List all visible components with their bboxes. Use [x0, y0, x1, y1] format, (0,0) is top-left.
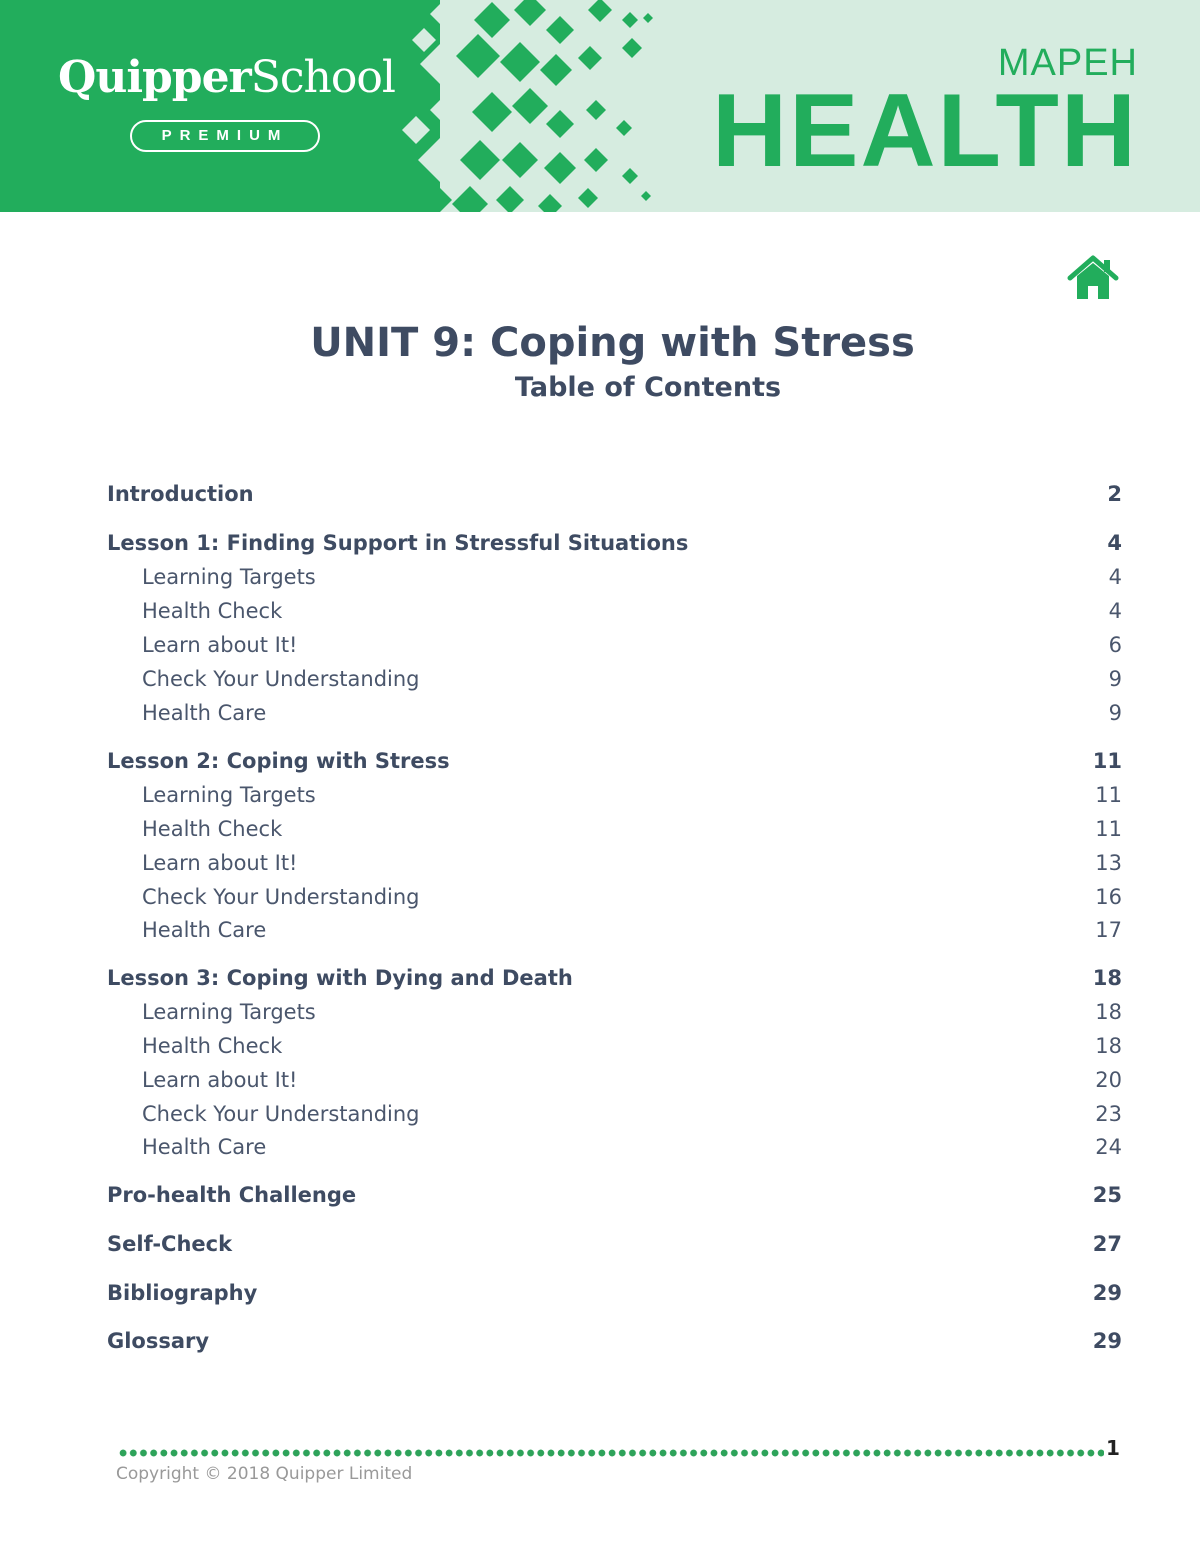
toc-entry-label: Learn about It! — [142, 633, 298, 657]
home-icon[interactable] — [1066, 254, 1120, 302]
toc-subsection-entry[interactable] — [107, 1135, 1122, 1165]
toc-entry-label: Lesson 3: Coping with Dying and Death — [107, 966, 573, 990]
dotted-divider — [118, 1449, 1104, 1457]
copyright-text: Copyright © 2018 Quipper Limited — [116, 1464, 413, 1484]
toc-subsection-entry[interactable] — [107, 701, 1122, 731]
toc-entry-page: 18 — [1095, 1034, 1122, 1058]
toc-subsection-entry[interactable] — [107, 565, 1122, 595]
toc-entry-label: Lesson 1: Finding Support in Stressful Situations — [107, 531, 689, 555]
toc-entry-page: 11 — [1092, 749, 1122, 773]
toc-entry-page: 17 — [1095, 918, 1122, 942]
toc-entry-page: 4 — [1107, 531, 1122, 555]
toc-subsection-entry[interactable] — [107, 1034, 1122, 1064]
toc-subsection-entry[interactable] — [107, 851, 1122, 881]
toc-entry-page: 18 — [1095, 1000, 1122, 1024]
toc-section-entry[interactable] — [107, 966, 1122, 996]
toc-entry-page: 27 — [1092, 1232, 1122, 1256]
toc-subsection-entry[interactable] — [107, 918, 1122, 948]
toc-entry-page: 11 — [1095, 817, 1122, 841]
toc-entry-page: 6 — [1108, 633, 1122, 657]
quipper-school-logo: QuipperSchool — [58, 52, 395, 103]
toc-entry-label: Learning Targets — [142, 783, 316, 807]
toc-entry-page: 9 — [1108, 667, 1122, 691]
toc-entry-label: Health Care — [142, 918, 267, 942]
toc-entry-label: Health Check — [142, 817, 283, 841]
toc-subsection-entry[interactable] — [107, 1000, 1122, 1030]
toc-entry-page: 29 — [1092, 1281, 1122, 1305]
toc-subsection-entry[interactable] — [107, 633, 1122, 663]
page-number: 1 — [1106, 1436, 1120, 1460]
toc-entry-label: Lesson 2: Coping with Stress — [107, 749, 450, 773]
premium-badge: PREMIUM — [130, 120, 320, 152]
toc-section-entry[interactable] — [107, 749, 1122, 779]
toc-entry-label: Learning Targets — [142, 1000, 316, 1024]
toc-subsection-entry[interactable] — [107, 667, 1122, 697]
toc-entry-label: Learn about It! — [142, 1068, 298, 1092]
toc-entry-label: Check Your Understanding — [142, 667, 420, 691]
toc-entry-page: 2 — [1107, 482, 1122, 506]
toc-subsection-entry[interactable] — [107, 885, 1122, 915]
toc-entry-page: 16 — [1095, 885, 1122, 909]
toc-subsection-entry[interactable] — [107, 599, 1122, 629]
toc-entry-page: 4 — [1108, 599, 1122, 623]
toc-entry-label: Check Your Understanding — [142, 1102, 420, 1126]
toc-entry-label: Health Care — [142, 701, 267, 725]
toc-entry-page: 23 — [1095, 1102, 1122, 1126]
toc-entry-page: 9 — [1108, 701, 1122, 725]
toc-entry-page: 25 — [1092, 1183, 1122, 1207]
subject-label: MAPEH — [997, 42, 1138, 84]
toc-entry-page: 24 — [1095, 1135, 1122, 1159]
subject-title: HEALTH — [711, 73, 1138, 189]
toc-entry-label: Health Check — [142, 1034, 283, 1058]
toc-entry-label: Health Check — [142, 599, 283, 623]
toc-section-entry[interactable] — [107, 531, 1122, 561]
toc-section-entry[interactable] — [107, 1281, 1122, 1311]
toc-entry-page: 11 — [1095, 783, 1122, 807]
toc-entry-label: Pro-health Challenge — [107, 1183, 357, 1207]
toc-section-entry[interactable] — [107, 1232, 1122, 1262]
toc-subsection-entry[interactable] — [107, 1068, 1122, 1098]
toc-entry-page: 20 — [1095, 1068, 1122, 1092]
toc-heading: Table of Contents — [514, 372, 782, 403]
toc-entry-label: Learn about It! — [142, 851, 298, 875]
toc-entry-label: Introduction — [107, 482, 254, 506]
toc-entry-label: Health Care — [142, 1135, 267, 1159]
toc-entry-label: Self-Check — [107, 1232, 233, 1256]
toc-subsection-entry[interactable] — [107, 817, 1122, 847]
unit-title: UNIT 9: Coping with Stress — [310, 320, 915, 366]
toc-subsection-entry[interactable] — [107, 783, 1122, 813]
toc-subsection-entry[interactable] — [107, 1102, 1122, 1132]
toc-entry-label: Check Your Understanding — [142, 885, 420, 909]
toc-section-entry[interactable] — [107, 1183, 1122, 1213]
toc-entry-label: Learning Targets — [142, 565, 316, 589]
toc-entry-label: Glossary — [107, 1329, 210, 1353]
toc-section-entry[interactable] — [107, 1329, 1122, 1359]
header-banner — [0, 0, 1200, 212]
toc-entry-page: 29 — [1092, 1329, 1122, 1353]
toc-entry-page: 18 — [1092, 966, 1122, 990]
toc-section-entry[interactable] — [107, 482, 1122, 512]
toc-entry-page: 4 — [1108, 565, 1122, 589]
toc-entry-label: Bibliography — [107, 1281, 258, 1305]
toc-entry-page: 13 — [1095, 851, 1122, 875]
